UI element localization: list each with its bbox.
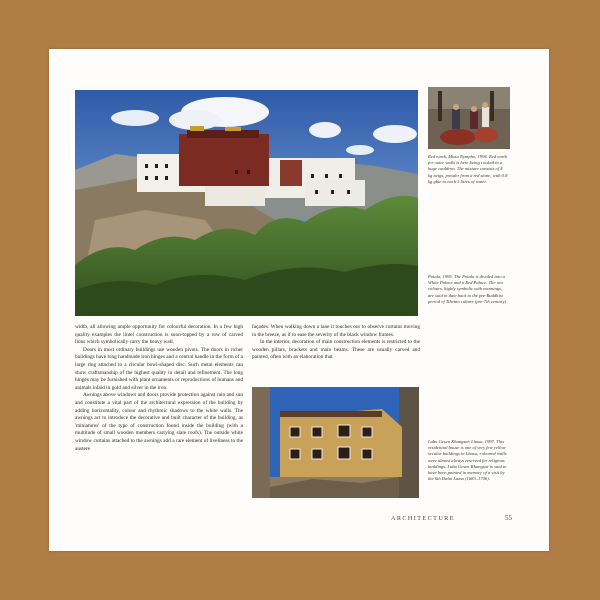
yellow-house-lhasa-photo: [252, 387, 419, 498]
red-earth-workers-photo: [428, 87, 510, 149]
caption-yellow-house: Lubu Gesen Khangsar, Lhasa, 1997. This residential house is one of very few yellow secular buildings in Lhasa; coloured walls were almost always reserved for religious buildings. Lubu Gesen Khangsar is said to have been painted in memory of a visit by the 6th Dalai Lama (1683–1706).: [428, 439, 507, 482]
running-footer-section: ARCHITECTURE: [391, 515, 455, 522]
paragraph: width, all allowing ample opportunity for colourful decoration. In a few high quality examples the lintel construction is soon-topped by a row of carved lions which symbolically carry the heavy wall.: [75, 324, 243, 346]
body-text-column-1: [75, 324, 243, 453]
paragraph: Awnings above windows and doors provide protection against rain and sun and constitute a vital part of the architectural expression of the building by adding horizontality, colour and rhythmic shadows to the white walls. The awnings act to introduce the decorative and built character of the building, as 'miniatures' of the type of construction found inside the building (with a multitude of small wooden members carrying slate roofs). The outside white window curtains attached to the awnings add a rare element of liveliness to the austere: [75, 392, 243, 452]
caption-red-earth: Red earth, Mitsu Nympho, 1994. Red earth for outer walls is here being cooked in a huge cauldron. The mixture consists of 4 kg twigs, powder from a red stone, with 0.8 kg glue to each 3 litres of water.: [428, 154, 508, 184]
paragraph: In the interior, decoration of main construction elements is restricted to the wooden pillars, brackets and main beams. These are usually carved and painted, often with an elaboration that: [252, 339, 420, 361]
page-number: 55: [505, 514, 512, 522]
paragraph: Doors in most ordinary buildings use wooden pivots. The doors in richer buildings have long handmade iron hinges and a central handle in the form of a large ring attached to a circular bowl-shaped disc. Such metal elements can show craftsmanship of the highest quality in detail and refinement. The long hinges may be furnished with plant ornaments or reproductions of humans and animals inlaid in gold and silver in the iron.: [75, 346, 243, 391]
book-page: [49, 49, 549, 551]
potala-palace-photo: [75, 90, 418, 316]
body-text-column-2: [252, 324, 420, 362]
paragraph: façades. When walking down a lane it touches our to observe curtains moving in the breeze, as if to ease the severity of the black window frames.: [252, 324, 420, 338]
caption-potala: Potala, 1995. The Potala is divided into a White Palace and a Red Palace. The two colours, highly symbolic with meanings, are said to date back to the pre-Buddhist period of Tibetan culture (pre-7th century).: [428, 274, 508, 304]
